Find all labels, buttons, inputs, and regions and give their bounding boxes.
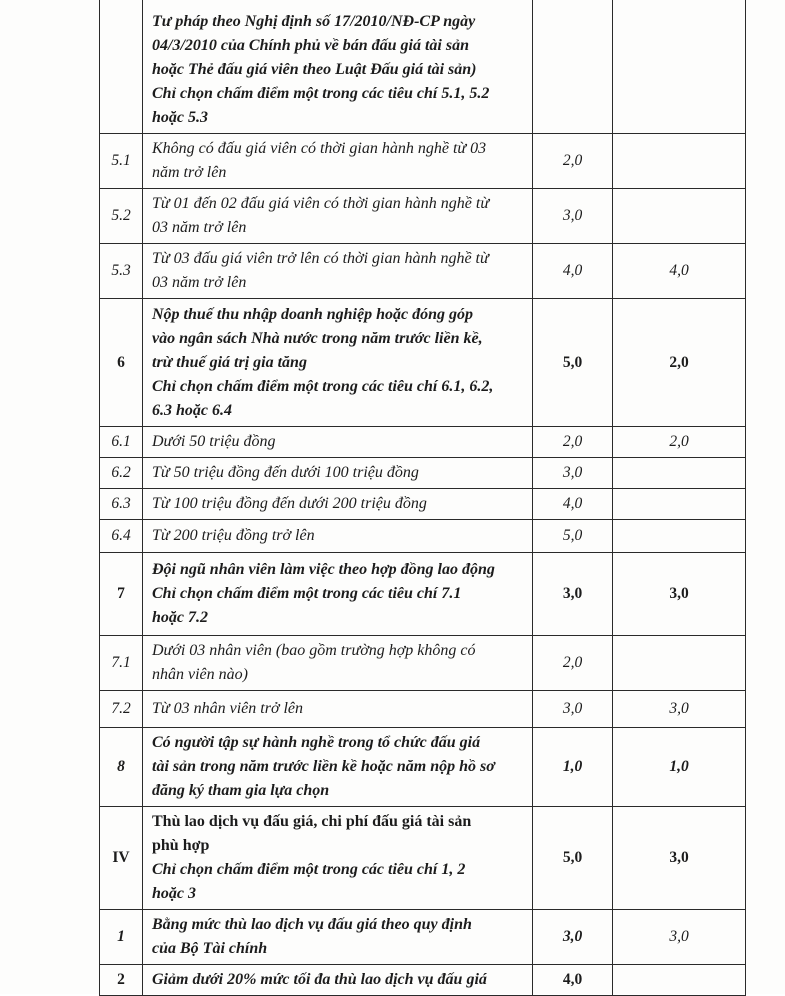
max-points: 4,0 xyxy=(533,244,613,299)
max-points: 2,0 xyxy=(533,134,613,189)
max-points: 3,0 xyxy=(533,910,613,965)
scored-points: 3,0 xyxy=(613,807,746,910)
scored-points xyxy=(613,636,746,691)
row-number: 7.2 xyxy=(100,691,143,728)
max-points: 3,0 xyxy=(533,189,613,244)
scored-points: 2,0 xyxy=(613,427,746,458)
row-number: 6.2 xyxy=(100,458,143,489)
criterion-text: Từ 01 đến 02 đấu giá viên có thời gian hành nghề từ 03 năm trở lên xyxy=(143,189,533,244)
row-number: 7 xyxy=(100,553,143,636)
row-number xyxy=(100,0,143,134)
table-row xyxy=(100,134,746,189)
criterion-text: Dưới 03 nhân viên (bao gồm trường hợp không có nhân viên nào) xyxy=(143,636,533,691)
row-number: 6.1 xyxy=(100,427,143,458)
table-row xyxy=(100,489,746,520)
table-row xyxy=(100,299,746,427)
table-row xyxy=(100,244,746,299)
scored-points xyxy=(613,520,746,553)
criteria-score-table xyxy=(99,0,746,996)
criterion-text: Nộp thuế thu nhập doanh nghiệp hoặc đóng góp vào ngân sách Nhà nước trong năm trước liền kề, trừ thuế giá trị gia tăng Chỉ chọn chấm điểm một trong các tiêu chí 6.1, 6.2, 6.3 hoặc 6.4 xyxy=(143,299,533,427)
table-row xyxy=(100,691,746,728)
table-row xyxy=(100,728,746,807)
row-number: 1 xyxy=(100,910,143,965)
max-points: 2,0 xyxy=(533,636,613,691)
max-points: 5,0 xyxy=(533,520,613,553)
criterion-text: Từ 200 triệu đồng trở lên xyxy=(143,520,533,553)
criterion-text: Bằng mức thù lao dịch vụ đấu giá theo quy định của Bộ Tài chính xyxy=(143,910,533,965)
criterion-text: Giảm dưới 20% mức tối đa thù lao dịch vụ đấu giá xyxy=(143,965,533,996)
table-row xyxy=(100,458,746,489)
row-number: 6.4 xyxy=(100,520,143,553)
max-points: 3,0 xyxy=(533,691,613,728)
max-points: 5,0 xyxy=(533,807,613,910)
row-number: 5.2 xyxy=(100,189,143,244)
scored-points: 2,0 xyxy=(613,299,746,427)
table-row xyxy=(100,910,746,965)
max-points: 1,0 xyxy=(533,728,613,807)
scored-points xyxy=(613,0,746,134)
criterion-text: Không có đấu giá viên có thời gian hành nghề từ 03 năm trở lên xyxy=(143,134,533,189)
criterion-text: Từ 03 đấu giá viên trở lên có thời gian hành nghề từ 03 năm trở lên xyxy=(143,244,533,299)
row-number: 6 xyxy=(100,299,143,427)
scored-points: 3,0 xyxy=(613,691,746,728)
row-number: 2 xyxy=(100,965,143,996)
scored-points xyxy=(613,134,746,189)
criterion-text: Từ 03 nhân viên trở lên xyxy=(143,691,533,728)
scored-points xyxy=(613,489,746,520)
row-number: 8 xyxy=(100,728,143,807)
table-row xyxy=(100,553,746,636)
scored-points: 3,0 xyxy=(613,910,746,965)
criterion-text: Có người tập sự hành nghề trong tổ chức đấu giá tài sản trong năm trước liền kề hoặc năm nộp hồ sơ đăng ký tham gia lựa chọn xyxy=(143,728,533,807)
max-points xyxy=(533,0,613,134)
scored-points xyxy=(613,189,746,244)
scored-points: 4,0 xyxy=(613,244,746,299)
table-row xyxy=(100,520,746,553)
max-points: 3,0 xyxy=(533,553,613,636)
max-points: 3,0 xyxy=(533,458,613,489)
criterion-text: Dưới 50 triệu đồng xyxy=(143,427,533,458)
max-points: 4,0 xyxy=(533,965,613,996)
table-row xyxy=(100,189,746,244)
criterion-text: Tư pháp theo Nghị định số 17/2010/NĐ-CP ngày 04/3/2010 của Chính phủ về bán đấu giá tài sản hoặc Thẻ đấu giá viên theo Luật Đấu giá tài sản) Chỉ chọn chấm điểm một trong các tiêu chí 5.1, 5.2 hoặc 5.3 xyxy=(143,0,533,134)
max-points: 2,0 xyxy=(533,427,613,458)
criterion-text: Thù lao dịch vụ đấu giá, chi phí đấu giá tài sản phù hợp Chỉ chọn chấm điểm một trong các tiêu chí 1, 2 hoặc 3 xyxy=(143,807,533,910)
row-number: 6.3 xyxy=(100,489,143,520)
table-row xyxy=(100,807,746,910)
table-row xyxy=(100,965,746,996)
scored-points: 3,0 xyxy=(613,553,746,636)
row-number: 7.1 xyxy=(100,636,143,691)
criterion-text: Từ 50 triệu đồng đến dưới 100 triệu đồng xyxy=(143,458,533,489)
row-number: IV xyxy=(100,807,143,910)
max-points: 5,0 xyxy=(533,299,613,427)
table-row xyxy=(100,636,746,691)
scored-points: 1,0 xyxy=(613,728,746,807)
scored-points xyxy=(613,965,746,996)
max-points: 4,0 xyxy=(533,489,613,520)
row-number: 5.3 xyxy=(100,244,143,299)
criterion-text: Đội ngũ nhân viên làm việc theo hợp đồng lao động Chỉ chọn chấm điểm một trong các tiêu chí 7.1 hoặc 7.2 xyxy=(143,553,533,636)
row-number: 5.1 xyxy=(100,134,143,189)
table-row xyxy=(100,427,746,458)
table-row xyxy=(100,0,746,134)
scored-points xyxy=(613,458,746,489)
criterion-text: Từ 100 triệu đồng đến dưới 200 triệu đồng xyxy=(143,489,533,520)
